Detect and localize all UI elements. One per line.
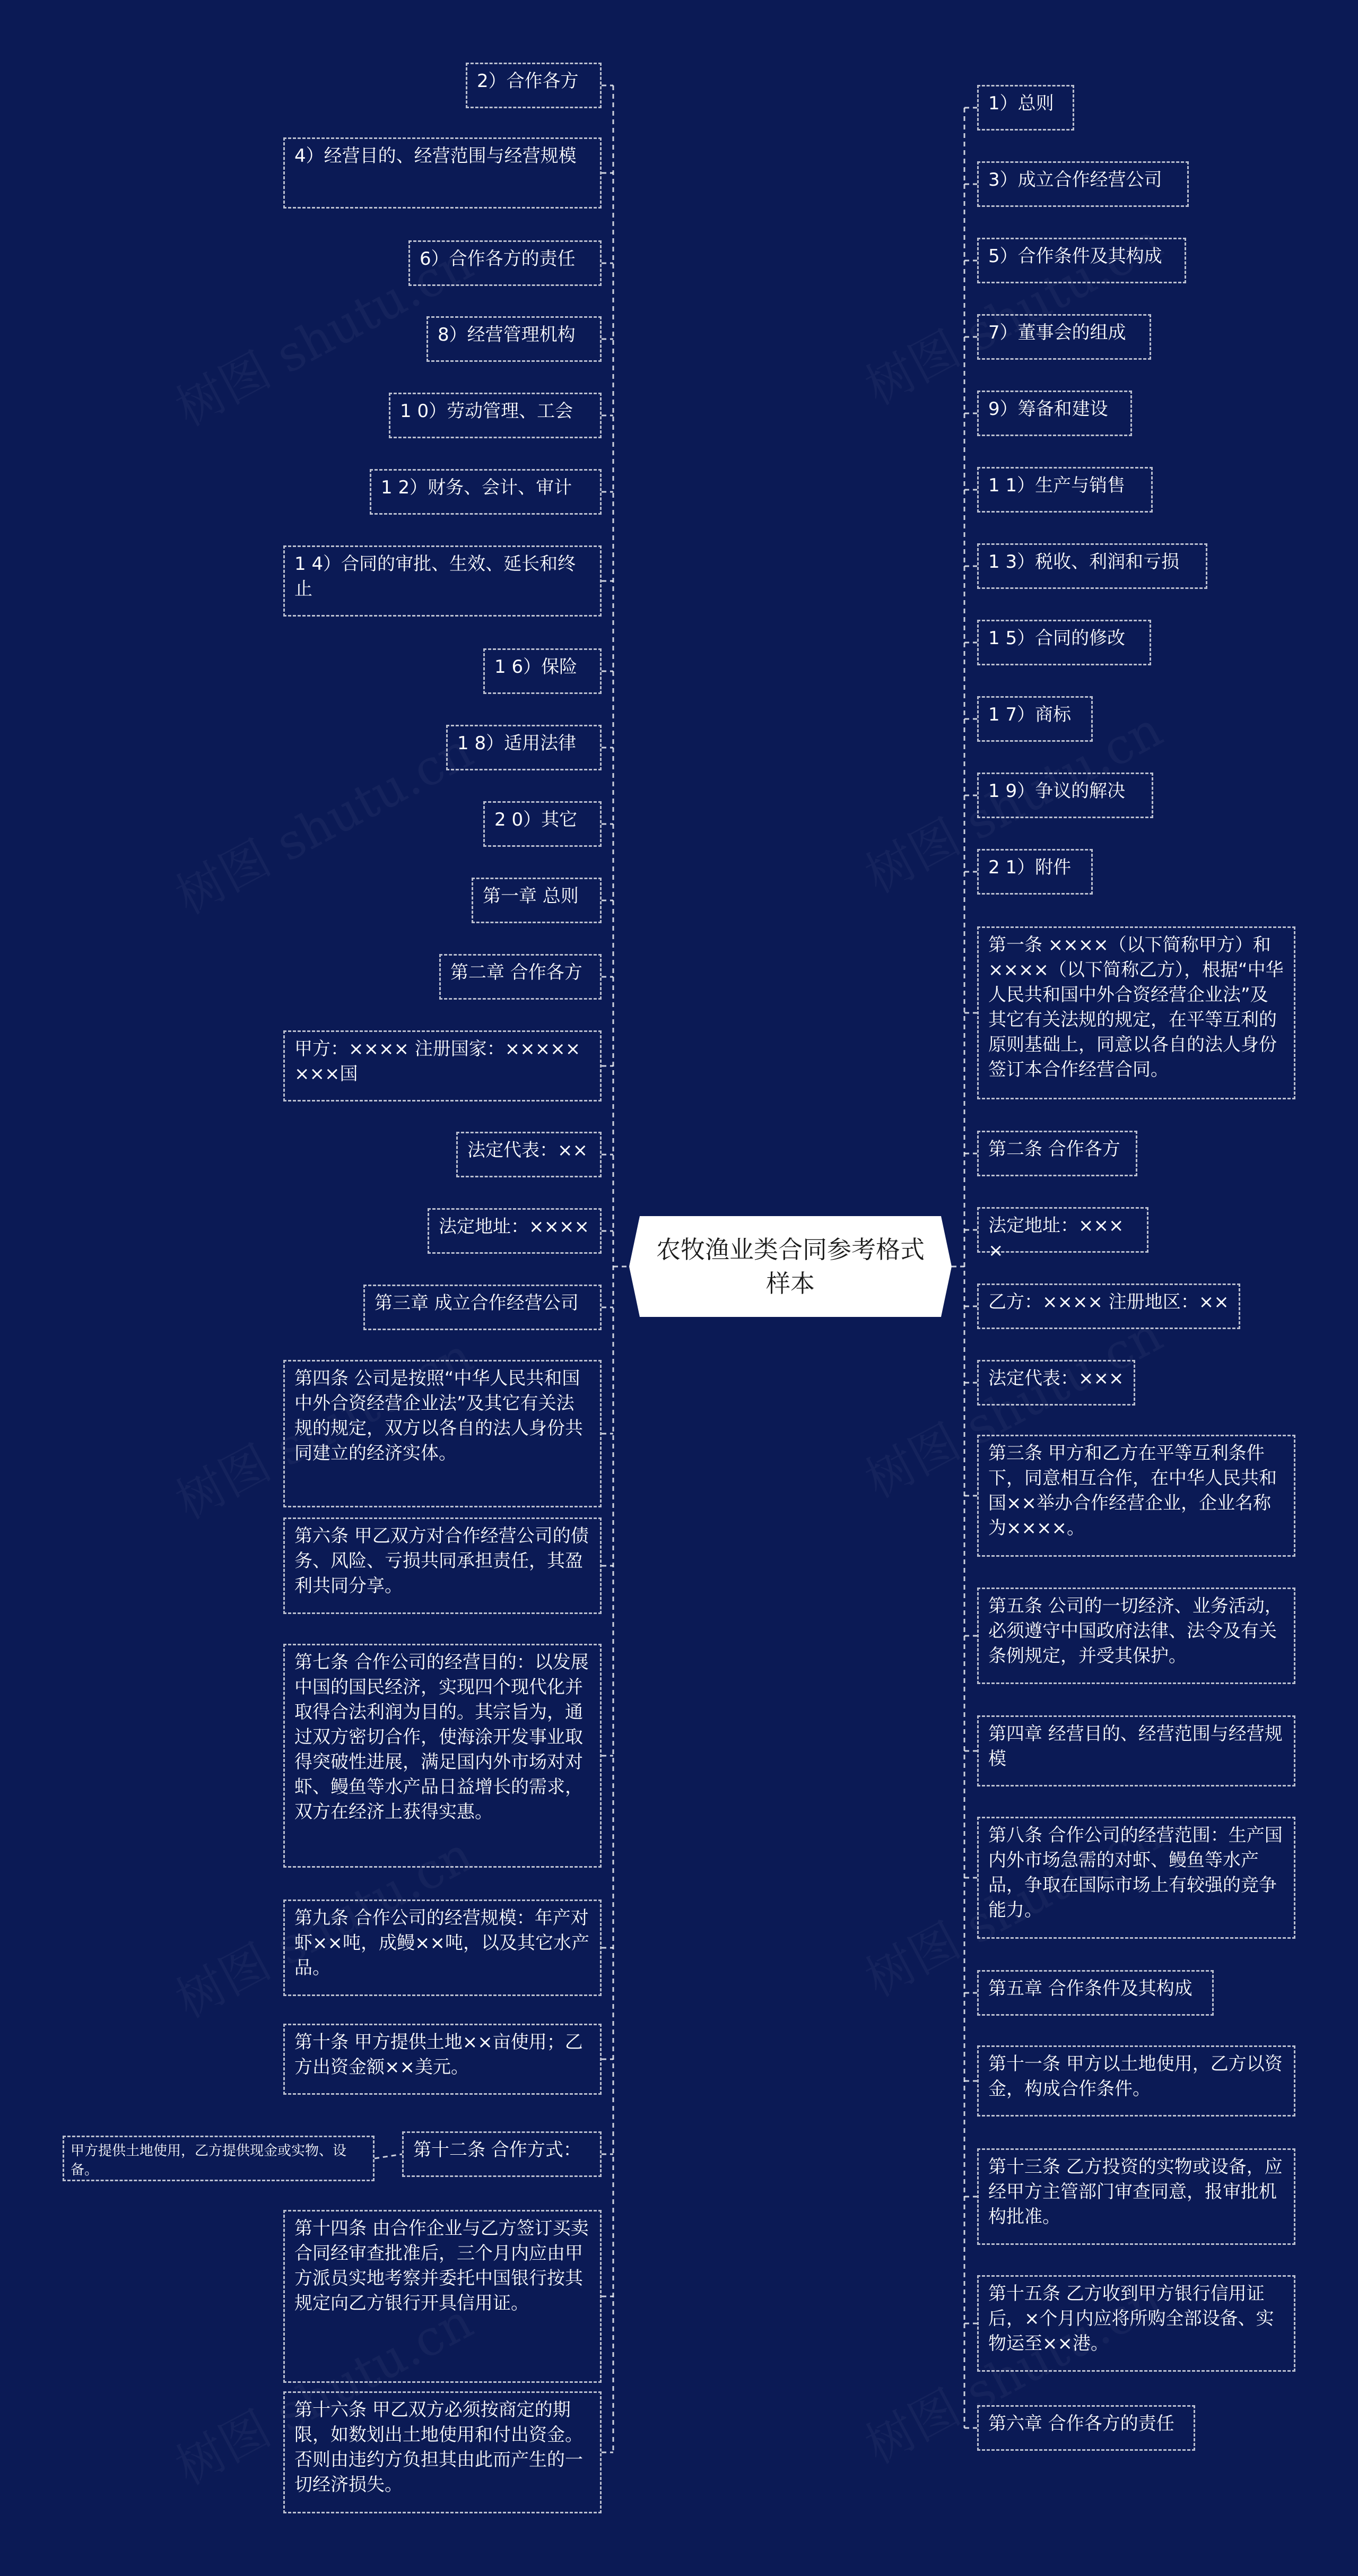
topic-right-16[interactable]: 第三条 甲方和乙方在平等互利条件下，同意相互合作，在中华人民共和国××举办合作经营企业，企业名称为××××。 <box>977 1435 1295 1557</box>
topic-right-4[interactable]: 9）筹备和建设 <box>977 391 1132 436</box>
topic-left-4[interactable]: 1 0）劳动管理、工会 <box>389 393 602 438</box>
topic-left-14[interactable]: 法定地址：×××× <box>428 1208 602 1254</box>
topic-right-10[interactable]: 2 1）附件 <box>977 849 1093 895</box>
topic-right-17[interactable]: 第五条 公司的一切经济、业务活动，必须遵守中国政府法律、法令及有关条例规定，并受其保护。 <box>977 1588 1295 1684</box>
topic-right-24[interactable]: 第六章 合作各方的责任 <box>977 2405 1195 2451</box>
topic-left-22[interactable]: 第十四条 由合作企业与乙方签订买卖合同经审查批准后，三个月内应由甲方派员实地考察并委托中国银行按其规定向乙方银行开具信用证。 <box>283 2210 602 2383</box>
topic-left-0[interactable]: 2）合作各方 <box>466 63 602 108</box>
topic-left-17[interactable]: 第六条 甲乙双方对合作经营公司的债务、风险、亏损共同承担责任，其盈利共同分享。 <box>283 1517 602 1614</box>
topic-left-5[interactable]: 1 2）财务、会计、审计 <box>370 469 602 515</box>
topic-left-23[interactable]: 第十六条 甲乙双方必须按商定的期限，如数划出土地使用和付出资金。否则由违约方负担其由此而产生的一切经济损失。 <box>283 2391 602 2513</box>
topic-right-20[interactable]: 第五章 合作条件及其构成 <box>977 1970 1214 2016</box>
topic-right-22[interactable]: 第十三条 乙方投资的实物或设备，应经甲方主管部门审查同意，报审批机构批准。 <box>977 2148 1295 2245</box>
topic-right-13[interactable]: 法定地址：×××× <box>977 1207 1148 1253</box>
topic-right-0[interactable]: 1）总则 <box>977 85 1074 131</box>
topic-left-12[interactable]: 甲方：×××× 注册国家：××××××××国 <box>283 1030 602 1101</box>
topic-left-6[interactable]: 1 4）合同的审批、生效、延长和终止 <box>283 545 602 617</box>
topic-left-19[interactable]: 第九条 合作公司的经营规模：年产对虾××吨，成鳗××吨，以及其它水产品。 <box>283 1900 602 1996</box>
topic-right-15[interactable]: 法定代表：××× <box>977 1360 1135 1406</box>
topic-right-21[interactable]: 第十一条 甲方以土地使用，乙方以资金，构成合作条件。 <box>977 2045 1295 2117</box>
topic-left-11[interactable]: 第二章 合作各方 <box>439 954 602 1000</box>
topic-right-6[interactable]: 1 3）税收、利润和亏损 <box>977 543 1207 589</box>
topic-right-5[interactable]: 1 1）生产与销售 <box>977 467 1153 513</box>
root-topic[interactable] <box>629 1216 952 1317</box>
topic-left-9[interactable]: 2 0）其它 <box>483 801 602 847</box>
topic-left-7[interactable]: 1 6）保险 <box>483 648 602 694</box>
topic-right-2[interactable]: 5）合作条件及其构成 <box>977 238 1186 283</box>
topic-right-14[interactable]: 乙方：×××× 注册地区：×× <box>977 1283 1240 1329</box>
topic-right-8[interactable]: 1 7）商标 <box>977 696 1093 742</box>
topic-left-8[interactable]: 1 8）适用法律 <box>446 725 602 770</box>
topic-right-18[interactable]: 第四章 经营目的、经营范围与经营规模 <box>977 1715 1295 1786</box>
topic-right-9[interactable]: 1 9）争议的解决 <box>977 773 1153 818</box>
topic-right-3[interactable]: 7）董事会的组成 <box>977 314 1151 360</box>
root-topic-label: 农牧渔业类合同参考格式样本 <box>656 1235 925 1298</box>
topic-right-19[interactable]: 第八条 合作公司的经营范围：生产国内外市场急需的对虾、鳗鱼等水产品，争取在国际市场上有较强的竞争能力。 <box>977 1817 1295 1939</box>
topic-left-1[interactable]: 4）经营目的、经营范围与经营规模 <box>283 137 602 209</box>
topic-left-13[interactable]: 法定代表：×× <box>456 1132 602 1177</box>
topic-right-1[interactable]: 3）成立合作经营公司 <box>977 161 1189 207</box>
topic-left-21[interactable]: 第十二条 合作方式： <box>402 2131 602 2177</box>
topic-left-18[interactable]: 第七条 合作公司的经营目的：以发展中国的国民经济，实现四个现代化并取得合法利润为目的。其宗旨为，通过双方密切合作，使海涂开发事业取得突破性进展，满足国内外市场对对虾、鳗鱼等水产品日益增长的需求，双方在经济上获得实惠。 <box>283 1644 602 1868</box>
topic-left-15[interactable]: 第三章 成立合作经营公司 <box>363 1285 602 1330</box>
connector-left-21-child <box>375 2154 402 2158</box>
topic-left-10[interactable]: 第一章 总则 <box>472 878 602 923</box>
topic-right-23[interactable]: 第十五条 乙方收到甲方银行信用证后，×个月内应将所购全部设备、实物运至××港。 <box>977 2275 1295 2372</box>
topic-left-21-child[interactable]: 甲方提供土地使用，乙方提供现金或实物、设备。 <box>63 2136 375 2181</box>
topic-left-3[interactable]: 8）经营管理机构 <box>426 316 602 362</box>
topic-left-16[interactable]: 第四条 公司是按照“中华人民共和国中外合资经营企业法”及其它有关法规的规定，双方以各自的法人身份共同建立的经济实体。 <box>283 1360 602 1507</box>
topic-right-11[interactable]: 第一条 ××××（以下简称甲方）和××××（以下简称乙方），根据“中华人民共和国中外合资经营企业法”及其它有关法规的规定，在平等互利的原则基础上，同意以各自的法人身份签订本合作经营合同。 <box>977 926 1295 1099</box>
topic-right-12[interactable]: 第二条 合作各方 <box>977 1131 1137 1176</box>
topic-left-2[interactable]: 6）合作各方的责任 <box>408 240 602 286</box>
topic-right-7[interactable]: 1 5）合同的修改 <box>977 620 1151 665</box>
topic-left-20[interactable]: 第十条 甲方提供土地××亩使用；乙方出资金额××美元。 <box>283 2024 602 2095</box>
